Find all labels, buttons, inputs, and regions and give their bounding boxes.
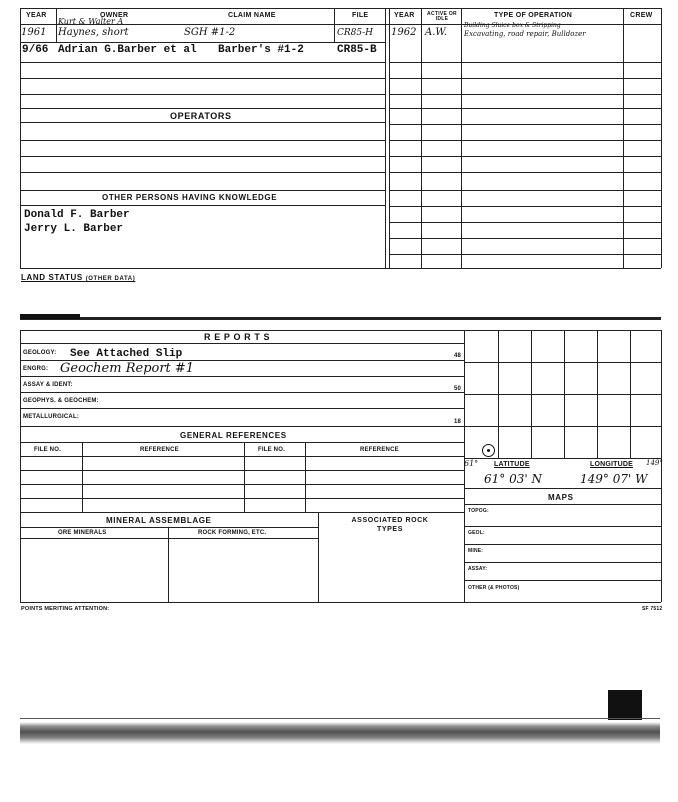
row1-owner: Haynes, short: [58, 27, 129, 38]
latitude-label: LATITUDE: [494, 461, 530, 468]
maps-title: MAPS: [548, 493, 574, 502]
row2-owner: Adrian G.Barber et al: [58, 44, 197, 56]
header-owner: OWNER: [100, 12, 129, 19]
header-year-2: YEAR: [394, 12, 415, 19]
header-crew: CREW: [630, 12, 653, 19]
ref-col-reference-2: REFERENCE: [360, 447, 399, 453]
scan-line: [20, 317, 661, 320]
row1-year: 1961: [21, 27, 47, 38]
scan-artifact-square: [608, 690, 642, 720]
row2-claim: Barber's #1-2: [218, 44, 304, 56]
ref-col-reference-1: REFERENCE: [140, 447, 179, 453]
header-active-idle: ACTIVE OR IDLE: [427, 11, 457, 22]
maps-other: OTHER (& PHOTOS): [468, 585, 520, 591]
header-type-of-operation: TYPE OF OPERATION: [494, 12, 573, 19]
maps-geol: GEOL:: [468, 530, 485, 536]
general-references-title: GENERAL REFERENCES: [180, 431, 287, 440]
row1-claim: SGH #1-2: [184, 27, 236, 38]
scan-blot: [20, 314, 80, 319]
row2-year: 9/66: [22, 44, 49, 56]
maps-topog: TOPOG:: [468, 508, 489, 514]
latitude-value: 61° 03' N: [484, 472, 542, 486]
metallurgical-num: 18: [454, 419, 462, 425]
row1-operation-note: Building Sluice box & Stripping: [464, 22, 561, 29]
metallurgical-label: METALLURGICAL:: [23, 414, 80, 420]
longitude-label: LONGITUDE: [590, 461, 634, 468]
assay-label: ASSAY & IDENT:: [23, 382, 73, 388]
row1-operation: Excavating, road repair, Bulldozer: [464, 30, 586, 38]
row1-op-year: 1962: [391, 27, 417, 38]
mineral-assemblage-title: MINERAL ASSEMBLAGE: [106, 516, 212, 525]
form-number: SF 7512: [642, 606, 663, 612]
scan-artifact-strip: [20, 722, 660, 744]
row1-active: A.W.: [425, 27, 448, 38]
ref-col-file-1: FILE NO.: [34, 447, 61, 453]
geology-num: 48: [454, 353, 462, 359]
land-status-title: [21, 273, 135, 282]
other-persons-title: OTHER PERSONS HAVING KNOWLEDGE: [102, 193, 278, 202]
geology-label: GEOLOGY:: [23, 350, 57, 356]
assay-num: 50: [454, 386, 462, 392]
ore-minerals-label: ORE MINERALS: [58, 530, 107, 536]
points-meriting-attention: POINTS MERITING ATTENTION:: [21, 606, 110, 612]
engrg-label: ENGRG:: [23, 366, 49, 372]
engrg-value: Geochem Report #1: [60, 361, 195, 376]
location-circle-dot: [487, 449, 490, 452]
land-status-subtitle: (OTHER DATA): [85, 276, 136, 282]
row2-file: CR85-B: [337, 44, 377, 56]
row1-file: CR85-H: [337, 28, 374, 38]
header-claim-name: CLAIM NAME: [228, 12, 276, 19]
maps-assay: ASSAY:: [468, 566, 488, 572]
geophys-label: GEOPHYS. & GEOCHEM:: [23, 398, 99, 404]
longitude-value: 149° 07' W: [580, 472, 648, 486]
reports-title: R E P O R T S: [204, 332, 271, 342]
operators-title: OPERATORS: [170, 111, 232, 121]
associated-rock-types-label: ASSOCIATED ROCK TYPES: [351, 517, 429, 533]
row1-owner-note: Kurt & Walter A: [58, 17, 124, 26]
rock-forming-label: ROCK FORMING, ETC.: [198, 530, 267, 536]
maps-mine: MINE:: [468, 548, 484, 554]
long-margin-note: 149°: [646, 459, 663, 467]
person-name-2: Jerry L. Barber: [24, 223, 124, 235]
lat-margin-note: 61°: [464, 459, 479, 468]
land-status-label: LAND STATUS: [21, 273, 83, 282]
header-file: FILE: [352, 12, 369, 19]
person-name-1: Donald F. Barber: [24, 209, 130, 221]
ref-col-file-2: FILE NO.: [258, 447, 285, 453]
scan-artifact-line: [20, 718, 660, 719]
header-year: YEAR: [26, 12, 47, 19]
geology-value: See Attached Slip: [70, 348, 183, 360]
